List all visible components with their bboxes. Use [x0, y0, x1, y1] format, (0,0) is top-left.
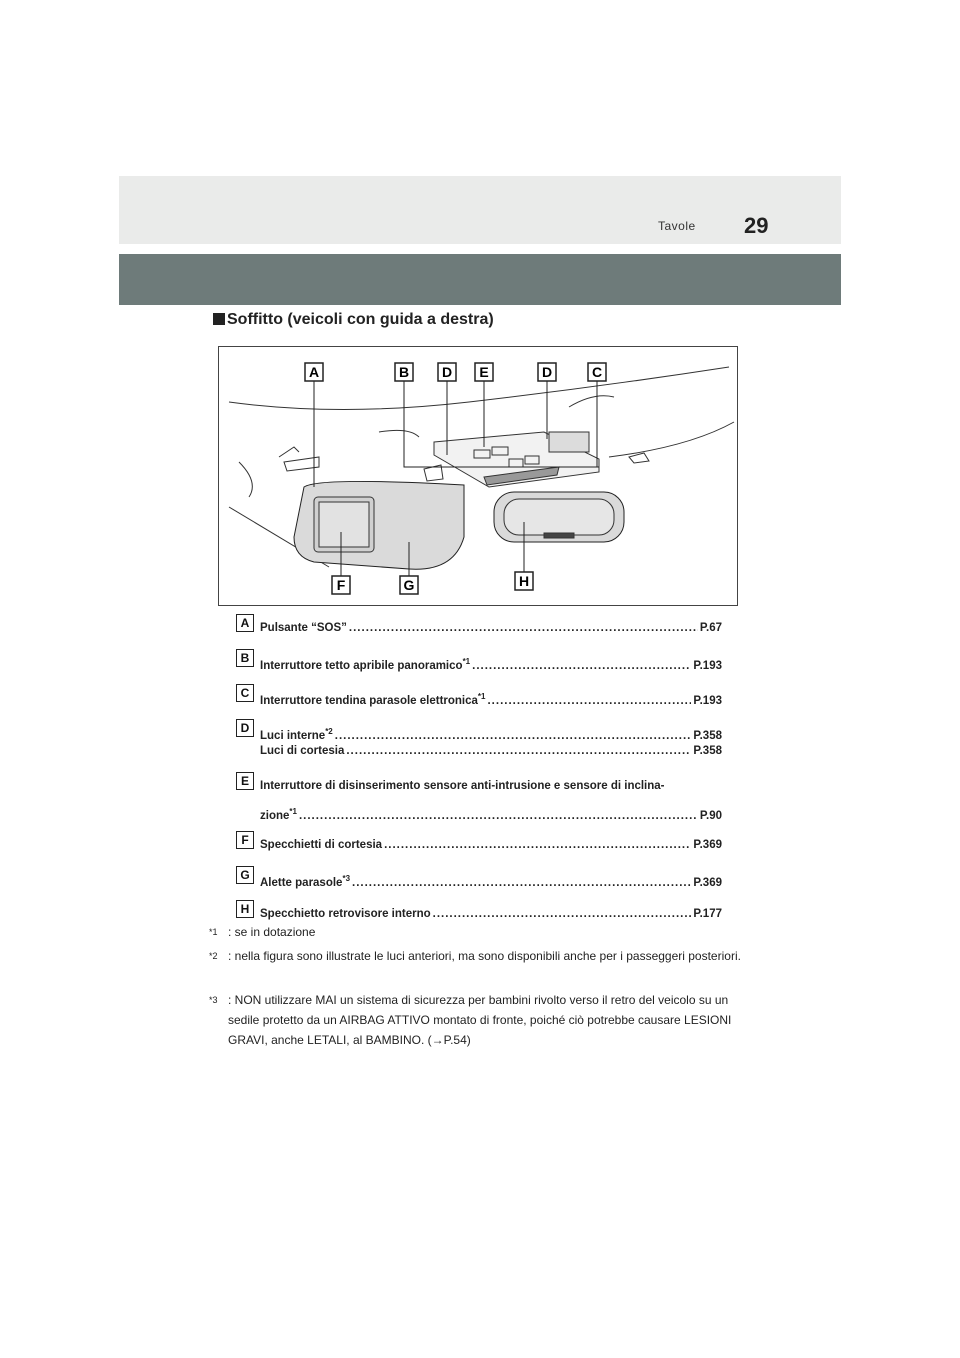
footnote-mark-3-text: *3 [209, 995, 218, 1005]
callout-a: A [308, 364, 320, 380]
legend-sup-e: *1 [289, 807, 297, 816]
roof-detail [279, 447, 299, 457]
legend-sup-b: *1 [462, 657, 471, 666]
roof-detail-3 [569, 396, 614, 407]
legend-page-c: P.193 [693, 694, 722, 707]
page-number: 29 [744, 213, 769, 238]
legend-badge-h: H [236, 900, 254, 918]
legend-label-g [260, 874, 350, 889]
clip-right [629, 453, 649, 463]
footnote-text-3: : NON utilizzare MAI un sistema di sicurezza per bambini rivolto verso il retro del veicolo su un sedile protetto da un AIRBAG ATTIVO montato di fronte, poiché ciò potrebbe causare LESIONI GRAVI, anche LETALI, al BAMBINO. (→P.54) [228, 993, 732, 1047]
callout-c: C [591, 364, 603, 380]
rearview-mirror-glass [504, 499, 614, 535]
leader-dots [299, 810, 698, 822]
legend-page-f: P.369 [693, 839, 722, 851]
legend-label-c-text: Interruttore tendina parasole elettronica [260, 694, 478, 707]
callout-f: F [336, 577, 346, 593]
roof-edge-right [609, 422, 734, 457]
legend-label-h: Specchietto retrovisore interno [260, 908, 431, 920]
legend-badge-e: E [236, 772, 254, 790]
footnote-mark-2 [209, 946, 218, 970]
legend-label-f: Specchietti di cortesia [260, 839, 383, 851]
legend-page-d2: P.358 [693, 745, 722, 757]
legend-sup-c: *1 [477, 692, 486, 701]
leader-dots [346, 745, 691, 757]
legend-sup-g: *3 [342, 874, 351, 883]
leader-dots [472, 660, 691, 672]
legend-row-b [260, 657, 722, 672]
legend-badge-c: C [236, 684, 254, 702]
legend-row-a [260, 622, 722, 634]
legend-row-d [260, 727, 722, 742]
legend-badge-g: G [236, 866, 254, 884]
legend-label-d-text: Luci interne [260, 729, 326, 742]
mirror-buttons [544, 533, 574, 538]
callout-g: G [403, 577, 415, 593]
square-bullet-icon [213, 313, 225, 325]
leader-dots [352, 877, 691, 889]
heading-text: Soffitto (veicoli con guida a destra) [227, 311, 494, 328]
legend-badge-b: B [236, 649, 254, 667]
legend-row-g [260, 874, 722, 889]
legend-badge-a: A [236, 614, 254, 632]
legend-row-e [260, 807, 722, 822]
callout-e: E [479, 364, 489, 380]
footnote-mark-3 [209, 990, 218, 1014]
legend-page-e: P.90 [699, 809, 722, 822]
footnote-text-2: : nella figura sono illustrate le luci anteriori, ma sono disponibili anche per i passeggeri posteriori. [228, 949, 741, 963]
ceiling-illustration [218, 346, 738, 606]
legend-label-e-cont-text: zione [260, 809, 290, 822]
legend-row-d2 [260, 745, 722, 757]
legend-row-c [260, 692, 722, 707]
leader-dots [335, 730, 692, 742]
legend-page-d: P.358 [693, 729, 722, 742]
heading [213, 311, 494, 329]
legend-label-d [260, 727, 333, 742]
legend-label-e-cont [260, 807, 297, 822]
console-lamp [549, 432, 589, 452]
footnote-text-1: : se in dotazione [228, 925, 316, 939]
legend-badge-f: F [236, 831, 254, 849]
legend-label-b [260, 657, 470, 672]
pillar-detail [239, 462, 252, 497]
callout-h: H [518, 573, 530, 589]
callout-d1: D [441, 364, 453, 380]
legend-page-a: P.67 [699, 622, 722, 634]
legend-row-f [260, 839, 722, 851]
leader-dots [487, 695, 691, 707]
vanity-mirror-glass [319, 502, 369, 547]
legend-label-a: Pulsante “SOS” [260, 622, 347, 634]
legend-page-h: P.177 [693, 908, 722, 920]
footnote-mark-1 [209, 922, 218, 946]
legend-label-e: Interruttore di disinserimento sensore anti-intrusione e sensore di inclina- [260, 780, 665, 792]
legend-page-b: P.193 [693, 659, 722, 672]
legend-page-g: P.369 [693, 876, 722, 889]
callout-d2: D [541, 364, 553, 380]
section-title: Tavole [658, 219, 696, 233]
roof-detail-2 [379, 430, 419, 437]
legend-row-h [260, 908, 722, 920]
legend-label-g-text: Alette parasole [260, 876, 343, 889]
legend-badge-d: D [236, 719, 254, 737]
legend-label-c [260, 692, 485, 707]
leader-dots [433, 908, 692, 920]
leader-dots [384, 839, 691, 851]
callout-b: B [398, 364, 410, 380]
footnote-mark-1-text: *1 [209, 927, 218, 937]
legend-label-d2: Luci di cortesia [260, 745, 345, 757]
ceiling-drawing [219, 347, 739, 607]
leader-dots [349, 622, 698, 634]
legend-label-b-text: Interruttore tetto apribile panoramico [260, 659, 463, 672]
header-band [119, 176, 841, 244]
footnote-mark-2-text: *2 [209, 951, 218, 961]
legend-sup-d: *2 [325, 727, 333, 736]
header-dark-band [119, 254, 841, 305]
